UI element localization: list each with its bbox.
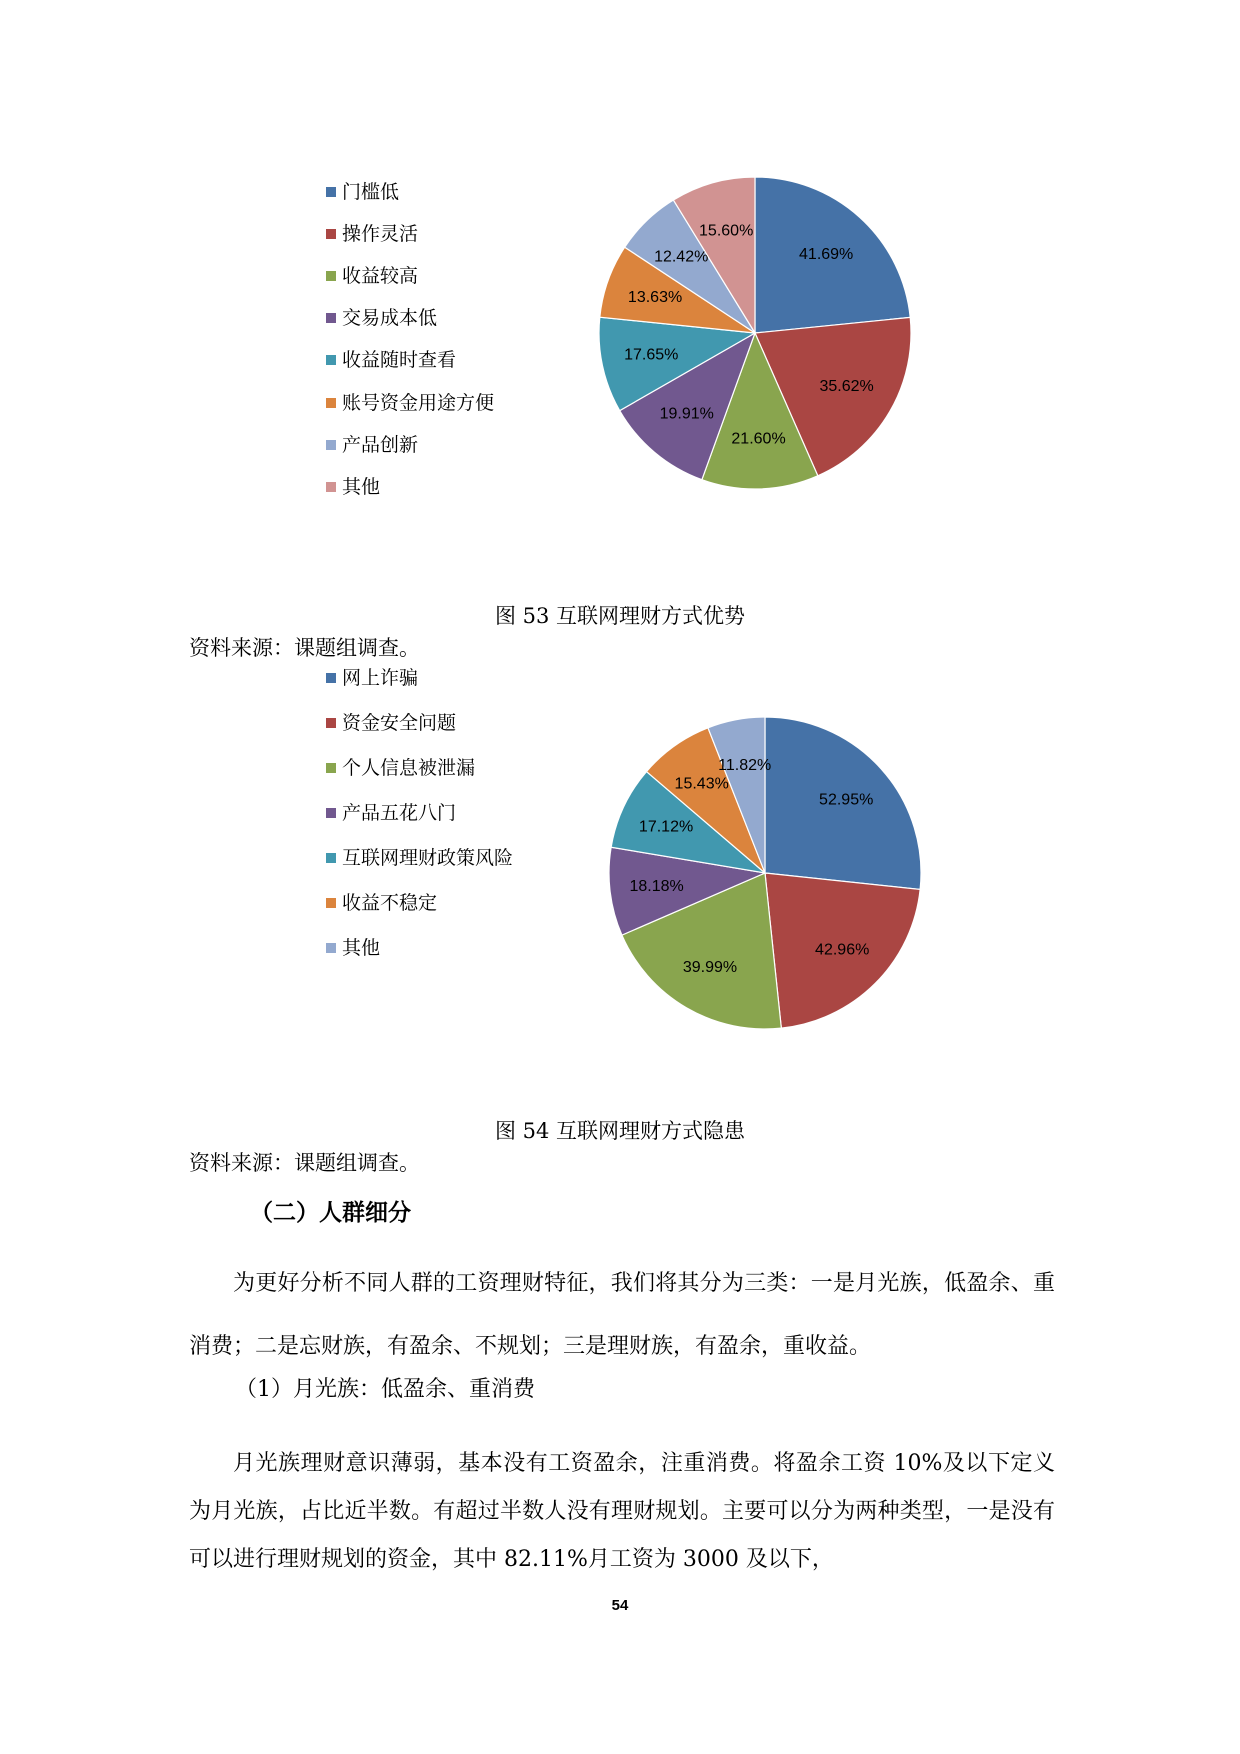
legend-item — [326, 433, 418, 457]
legend-label: 交易成本低 — [342, 307, 438, 330]
legend-swatch — [326, 313, 336, 323]
legend-item — [326, 391, 494, 415]
legend-swatch — [326, 271, 336, 281]
legend-swatch — [326, 440, 336, 450]
data-label: 52.95% — [819, 791, 874, 809]
legend-swatch — [326, 398, 336, 408]
legend-label: 门槛低 — [342, 181, 400, 203]
legend-item — [326, 666, 418, 690]
data-label: 17.12% — [638, 818, 694, 836]
legend-label: 收益不稳定 — [342, 892, 438, 914]
figure-54-chart — [0, 667, 1240, 1080]
legend-label: 操作灵活 — [342, 223, 419, 246]
data-label: 18.18% — [629, 877, 684, 895]
legend-label: 个人信息被泄漏 — [342, 757, 476, 779]
legend-label: 账号资金用途方便 — [342, 391, 495, 414]
legend-label: 产品五花八门 — [342, 802, 457, 824]
legend-item — [326, 475, 380, 499]
legend-item — [326, 222, 418, 246]
section-heading: （二）人群细分 — [250, 1200, 411, 1226]
figure-source: 资料来源：课题组调查。 — [189, 1151, 420, 1175]
legend-swatch — [326, 355, 336, 365]
legend-item — [326, 936, 380, 960]
legend-swatch — [326, 898, 336, 908]
legend-item — [326, 891, 437, 915]
data-label: 15.43% — [674, 775, 729, 793]
figure-caption: 图 53 互联网理财方式优势 — [494, 604, 746, 628]
legend-label: 其他 — [342, 475, 381, 498]
legend-swatch — [326, 943, 336, 953]
pie-chart — [575, 180, 935, 540]
legend-item — [326, 846, 513, 870]
legend-label: 其他 — [342, 937, 381, 959]
page-number: 54 — [611, 1597, 629, 1614]
legend-item — [326, 348, 456, 372]
legend-swatch — [326, 718, 336, 728]
figure-caption: 图 54 互联网理财方式隐患 — [494, 1119, 746, 1143]
data-label: 15.60% — [699, 222, 754, 240]
data-label: 12.42% — [654, 248, 709, 266]
body-paragraph: 为更好分析不同人群的工资理财特征，我们将其分为三类：一是月光族，低盈余、重消费；二是忘财族，有盈余、不规划；三是理财族，有盈余，重收益。 — [189, 1271, 1055, 1359]
legend-label: 网上诈骗 — [342, 667, 419, 689]
figure-53-chart — [0, 180, 1240, 560]
data-label: 41.69% — [799, 245, 854, 263]
data-label: 19.91% — [659, 405, 714, 423]
figure-source: 资料来源：课题组调查。 — [189, 636, 420, 660]
legend-swatch — [326, 808, 336, 818]
legend-item — [326, 711, 456, 735]
sub-heading: （1）月光族：低盈余、重消费 — [235, 1377, 535, 1402]
data-label: 42.96% — [815, 941, 870, 959]
legend-swatch — [326, 482, 336, 492]
legend-swatch — [326, 853, 336, 863]
legend-item — [326, 264, 418, 288]
legend-label: 收益较高 — [342, 265, 419, 288]
data-label: 11.82% — [718, 757, 772, 775]
legend-item — [326, 756, 475, 780]
data-label: 13.63% — [627, 288, 683, 306]
legend-swatch — [326, 187, 336, 197]
legend-label: 互联网理财政策风险 — [342, 847, 514, 869]
legend-item — [326, 801, 456, 825]
legend-swatch — [326, 763, 336, 773]
legend-item — [326, 306, 437, 330]
legend-label: 产品创新 — [342, 433, 419, 456]
legend-label: 收益随时查看 — [342, 349, 457, 372]
data-label: 39.99% — [682, 958, 738, 976]
data-label: 35.62% — [819, 377, 874, 395]
legend-item — [326, 180, 399, 204]
body-paragraph: 月光族理财意识薄弱，基本没有工资盈余，注重消费。将盈余工资 10%及以下定义为月光族，占比近半数。有超过半数人没有理财规划。主要可以分为两种类型，一是没有可以进行理财规划的资金，其中 82.11%月工资为 3000 及以下， — [189, 1451, 1055, 1572]
legend-swatch — [326, 673, 336, 683]
data-label: 17.65% — [624, 346, 679, 364]
data-label: 21.60% — [731, 430, 786, 448]
legend-swatch — [326, 229, 336, 239]
legend-label: 资金安全问题 — [342, 712, 457, 734]
pie-chart — [585, 718, 945, 1078]
